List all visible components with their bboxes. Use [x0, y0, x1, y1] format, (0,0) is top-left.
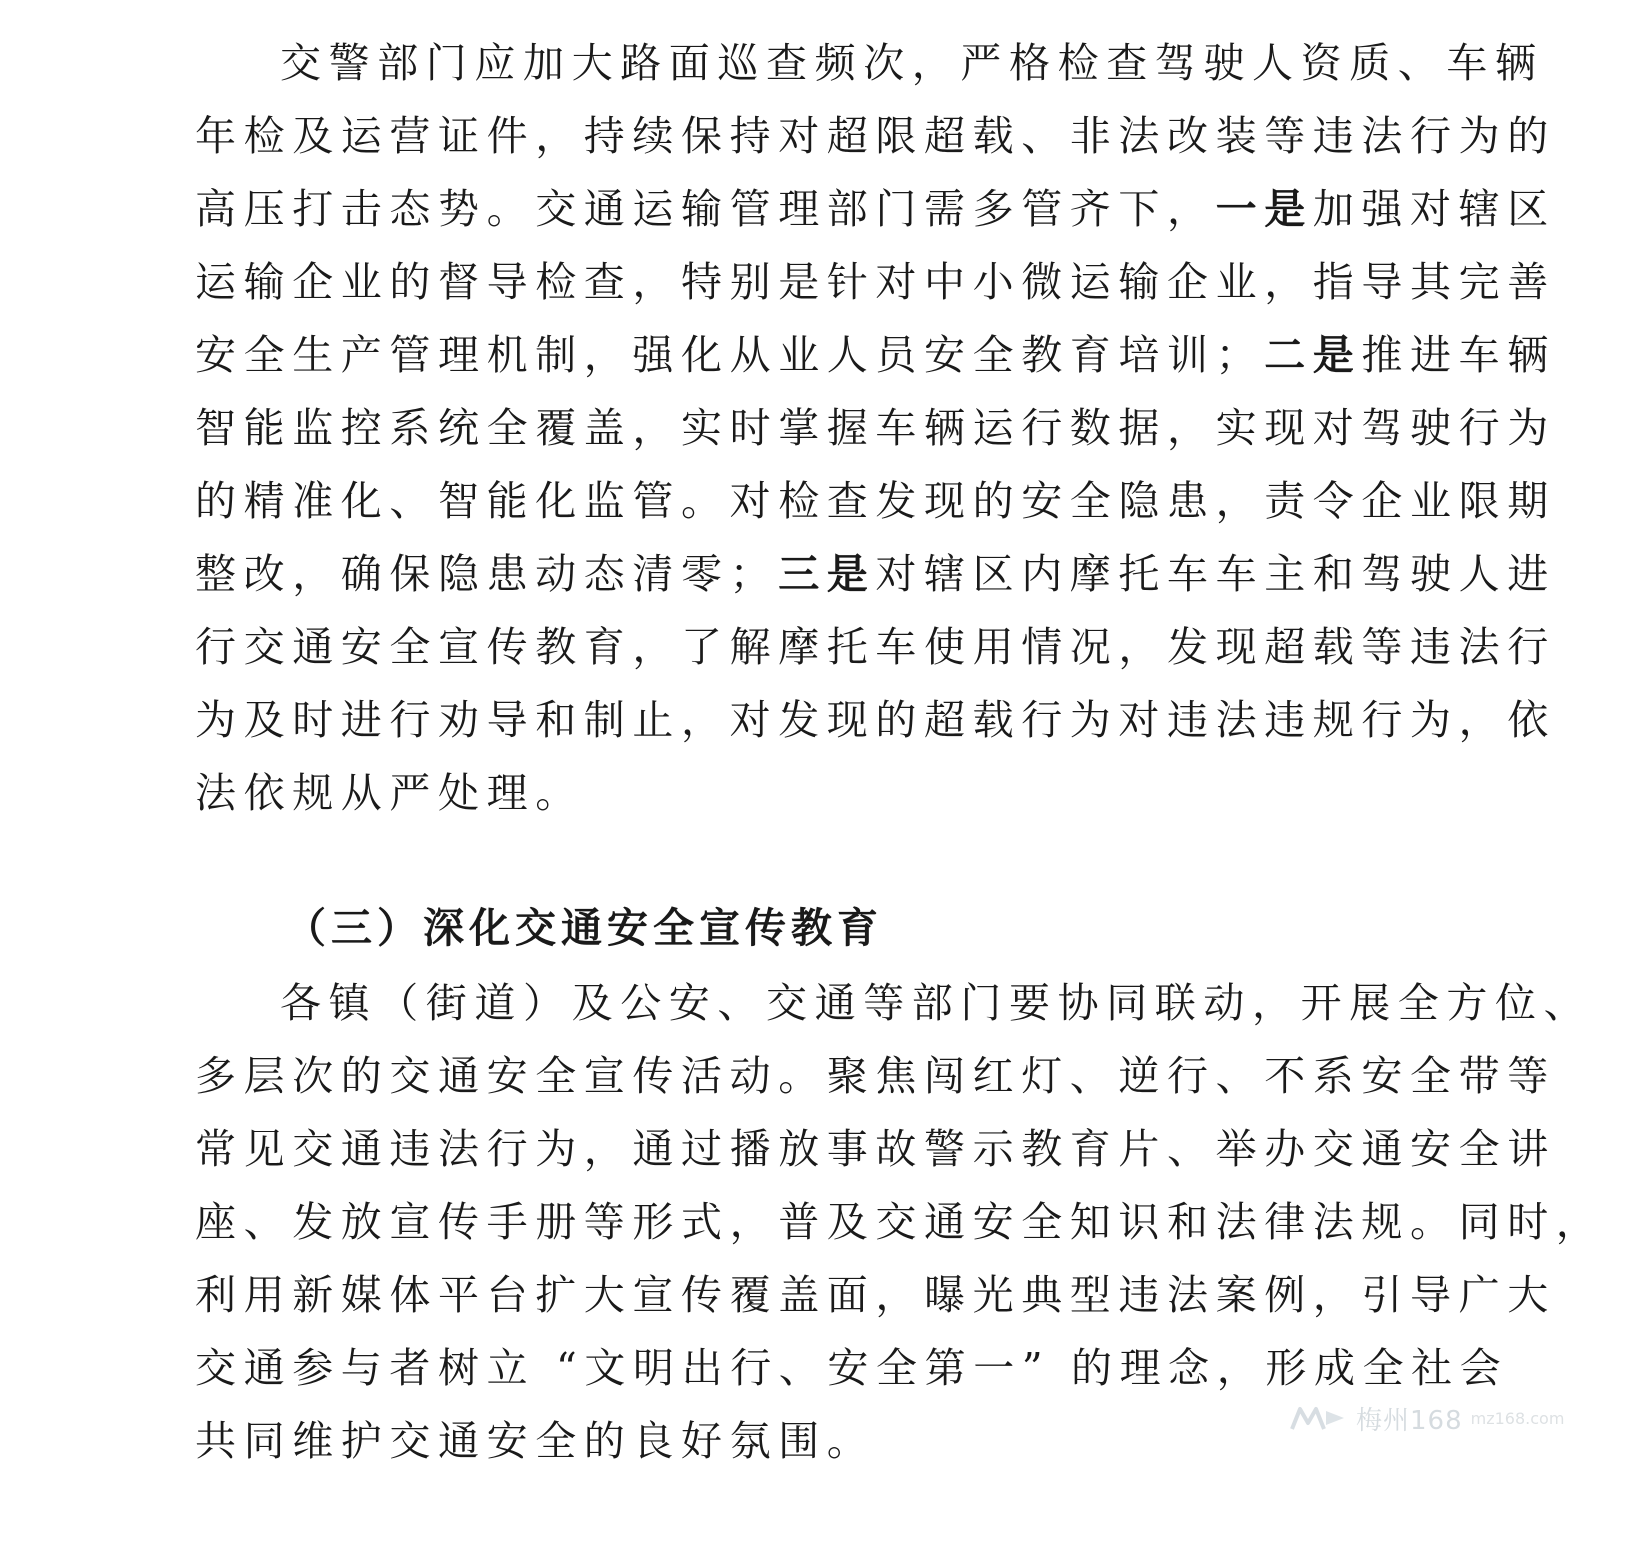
section-heading: （三）深化交通安全宣传教育	[285, 904, 883, 952]
paragraph-line: 年检及运营证件，持续保持对超限超载、非法改装等违法行为的	[195, 112, 1556, 160]
paragraph-line: 运输企业的督导检查，特别是针对中小微运输企业，指导其完善	[195, 258, 1556, 306]
paragraph-line: 多层次的交通安全宣传活动。聚焦闯红灯、逆行、不系安全带等	[195, 1052, 1556, 1100]
paragraph-line: 交警部门应加大路面巡查频次，严格检查驾驶人资质、车辆	[280, 39, 1544, 87]
text-run: 加强对辖区	[1312, 185, 1556, 233]
paragraph-line: 为及时进行劝导和制止，对发现的超载行为对违法违规行为，依	[195, 696, 1556, 744]
paragraph-line	[195, 536, 1556, 612]
text-run: 高压打击态势。交通运输管理部门需多管齐下，	[195, 185, 1216, 233]
paragraph-line	[195, 317, 1556, 393]
paragraph-line: 的精准化、智能化监管。对检查发现的安全隐患，责令企业限期	[195, 477, 1556, 525]
text-run: 对辖区内摩托车车主和驾驶人进	[875, 550, 1556, 598]
paragraph-line: 利用新媒体平台扩大宣传覆盖面，曝光典型违法案例，引导广大	[195, 1271, 1556, 1319]
paragraph-line: 共同维护交通安全的良好氛围。	[195, 1417, 876, 1465]
watermark	[1290, 1398, 1564, 1438]
emphasis-marker: 三是	[778, 550, 876, 598]
paragraph-line: 常见交通违法行为，通过播放事故警示教育片、举办交通安全讲	[195, 1125, 1556, 1173]
paragraph-line: 法依规从严处理。	[195, 769, 584, 817]
paragraph-line	[195, 171, 1556, 247]
paragraph-line: 交通参与者树立 “文明出行、安全第一” 的理念，形成全社会	[195, 1344, 1509, 1392]
emphasis-marker: 二是	[1264, 331, 1362, 379]
emphasis-marker: 一是	[1215, 185, 1313, 233]
watermark-logo-icon	[1290, 1403, 1348, 1433]
text-run: 整改，确保隐患动态清零；	[195, 550, 779, 598]
paragraph-line: 座、发放宣传手册等形式，普及交通安全知识和法律法规。同时，	[195, 1198, 1605, 1246]
text-run: 推进车辆	[1361, 331, 1556, 379]
paragraph-line: 各镇（街道）及公安、交通等部门要协同联动，开展全方位、	[280, 979, 1593, 1027]
paragraph-line: 行交通安全宣传教育，了解摩托车使用情况，发现超载等违法行	[195, 623, 1556, 671]
watermark-name: 梅州168	[1356, 1405, 1463, 1436]
text-run: 安全生产管理机制，强化从业人员安全教育培训；	[195, 331, 1265, 379]
paragraph-line: 智能监控系统全覆盖，实时掌握车辆运行数据，实现对驾驶行为	[195, 404, 1556, 452]
watermark-site: mz168.com	[1470, 1408, 1565, 1428]
